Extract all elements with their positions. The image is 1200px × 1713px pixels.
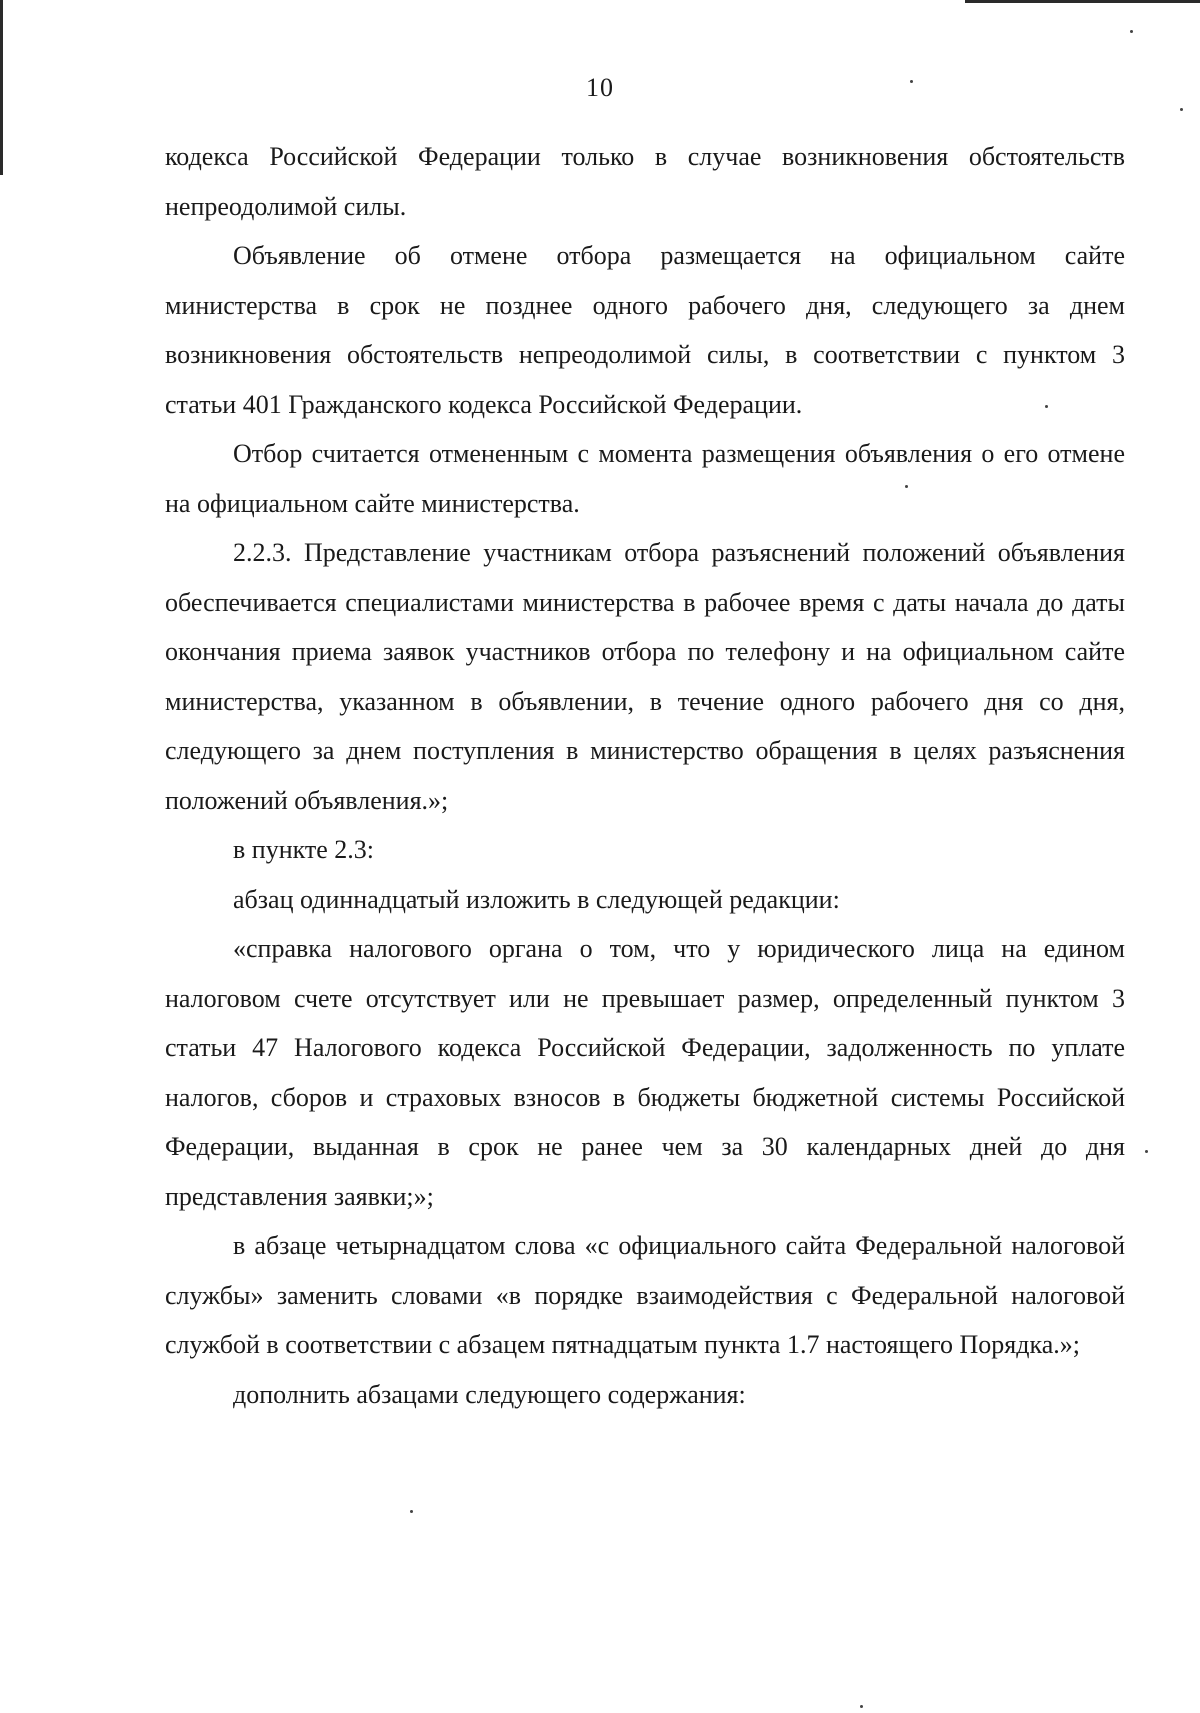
paragraph: абзац одиннадцатый изложить в следующей редакции: (233, 884, 840, 914)
page-number: 10 (586, 73, 614, 102)
paragraph: кодекса Российской Федерации только в случае возникновения обстоятельств непреодолимой силы. (165, 142, 1125, 221)
scan-speck (860, 1705, 863, 1708)
paragraph: Отбор считается отмененным с момента размещения объявления о его отмене на официальном сайте министерства. (165, 439, 1125, 518)
scan-speck (410, 1510, 413, 1513)
paragraph: Объявление об отмене отбора размещается на официальном сайте министерства в срок не позднее одного рабочего дня, следующего за днем возникновения обстоятельств непреодолимой силы, в соответствии с пунктом 3 статьи 401 Гражданского кодекса Российской Федерации. (165, 241, 1125, 419)
paragraph: в пункте 2.3: (233, 835, 375, 864)
scan-speck (1180, 108, 1183, 111)
scan-speck (1145, 1150, 1148, 1153)
paragraph: «справка налогового органа о том, что у юридического лица на едином налоговом счете отсутствует или не превышает размер, определенный пунктом 3 статьи 47 Налогового кодекса Российской Федерации, задолженность по уплате налогов, сборов и страховых взносов в бюджеты бюджетной системы Российской Федерации, выданная в срок не ранее чем за 30 календарных дней до дня представления заявки;»; (165, 934, 1125, 1211)
paragraph: дополнить абзацами следующего содержания: (233, 1379, 746, 1409)
document-body (165, 132, 1125, 1419)
paragraph: в абзаце четырнадцатом слова «с официального сайта Федеральной налоговой службы» заменить словами «в порядке взаимодействия с Федеральной налоговой службой в соответствии с абзацем пятнадцатым пункта 1.7 настоящего Порядка.»; (165, 1231, 1125, 1359)
paragraph: 2.2.3. Представление участникам отбора разъяснений положений объявления обеспечивается специалистами министерства в рабочее время с даты начала до даты окончания приема заявок участников отбора по телефону и на официальном сайте министерства, указанном в объявлении, в течение одного рабочего дня со дня, следующего за днем поступления в министерство обращения в целях разъяснения положений объявления.»; (165, 538, 1125, 815)
scan-speck (1130, 30, 1133, 33)
scan-edge-top (965, 0, 1200, 3)
